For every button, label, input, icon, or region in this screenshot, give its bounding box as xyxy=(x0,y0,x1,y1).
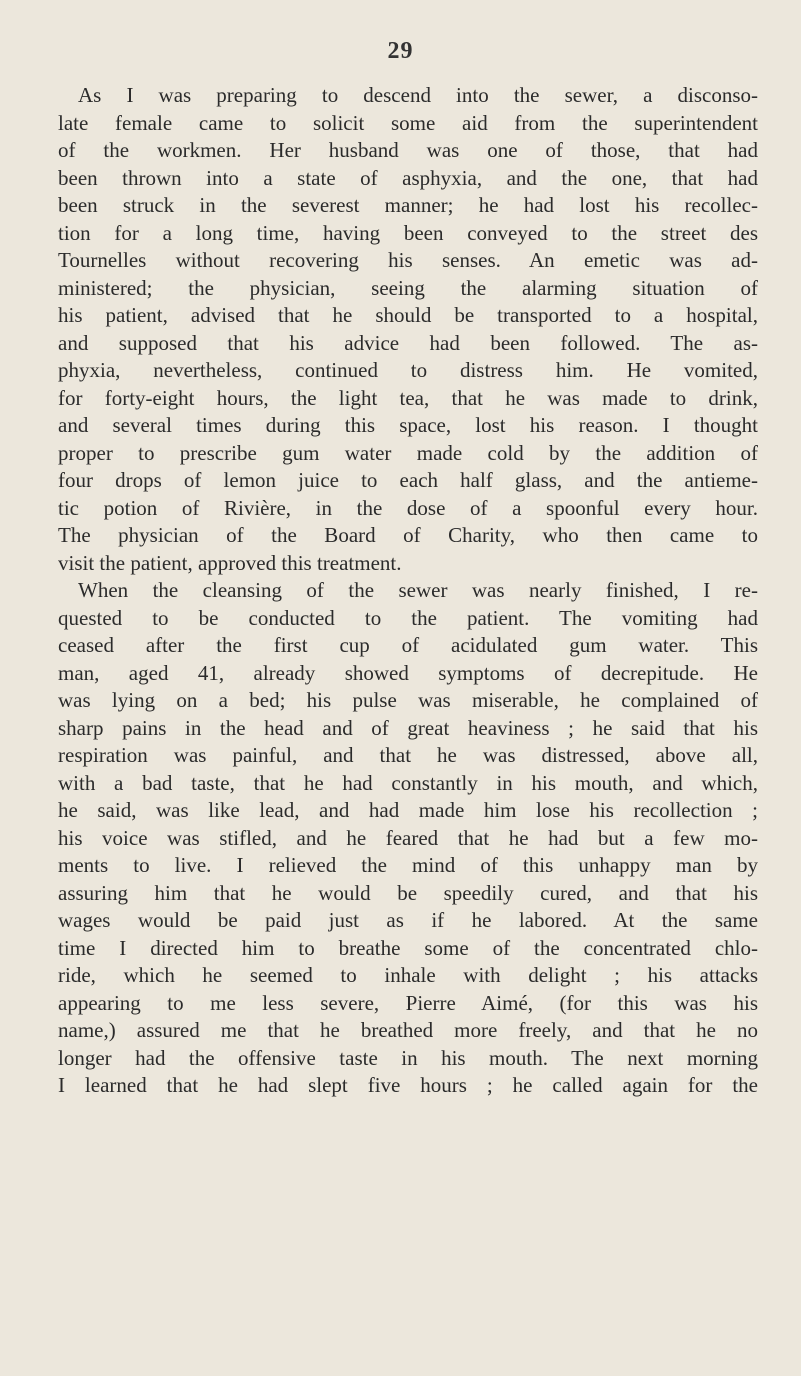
text-line: I learned that he had slept five hours ; he called again for the xyxy=(58,1073,758,1097)
text-line: for forty-eight hours, the light tea, that he was made to drink, xyxy=(58,385,758,410)
text-line: wages would be paid just as if he labored. At the same xyxy=(58,908,758,932)
text-line: visit the patient, approved this treatment. xyxy=(58,550,402,575)
text-line: As I was preparing to descend into the sewer, a disconso- xyxy=(78,83,758,107)
text-line: When the cleansing of the sewer was nearly finished, I re- xyxy=(78,578,758,602)
text-line: The physician of the Board of Charity, who then came to xyxy=(58,523,758,547)
text-line: phyxia, nevertheless, continued to distress him. He vomited, xyxy=(58,358,758,382)
text-line: name,) assured me that he breathed more freely, and that he no xyxy=(58,1018,758,1042)
body-text xyxy=(58,82,758,1100)
text-line: he said, was like lead, and had made him lose his recollection ; xyxy=(58,798,758,822)
text-line: proper to prescribe gum water made cold by the addition of xyxy=(58,440,758,465)
text-line: ceased after the first cup of acidulated gum water. This xyxy=(58,633,758,657)
text-line: ministered; the physician, seeing the alarming situation of xyxy=(58,275,758,300)
paragraph-1 xyxy=(58,82,758,577)
text-line: with a bad taste, that he had constantly in his mouth, and which, xyxy=(58,770,758,795)
text-line: respiration was painful, and that he was distressed, above all, xyxy=(58,743,758,767)
text-line: was lying on a bed; his pulse was miserable, he complained of xyxy=(58,688,758,712)
page-number: 29 xyxy=(387,38,414,64)
text-line: ride, which he seemed to inhale with delight ; his attacks xyxy=(58,963,758,987)
text-line: sharp pains in the head and of great heaviness ; he said that his xyxy=(58,715,758,740)
text-line: and several times during this space, lost his reason. I thought xyxy=(58,413,758,437)
text-line: his patient, advised that he should be transported to a hospital, xyxy=(58,303,758,327)
text-line: ments to live. I relieved the mind of this unhappy man by xyxy=(58,853,758,877)
text-line: late female came to solicit some aid from the superintendent xyxy=(58,110,758,135)
paragraph-2 xyxy=(58,577,758,1100)
text-line: Tournelles without recovering his senses. An emetic was ad- xyxy=(58,248,758,272)
text-line: assuring him that he would be speedily cured, and that his xyxy=(58,880,758,905)
text-line: tion for a long time, having been conveyed to the street des xyxy=(58,220,758,245)
text-line: man, aged 41, already showed symptoms of decrepitude. He xyxy=(58,660,758,685)
text-line: been thrown into a state of asphyxia, and the one, that had xyxy=(58,165,758,190)
text-line: his voice was stifled, and he feared that he had but a few mo- xyxy=(58,825,758,850)
text-line: quested to be conducted to the patient. The vomiting had xyxy=(58,605,758,630)
text-line: longer had the offensive taste in his mouth. The next morning xyxy=(58,1045,758,1070)
text-line: been struck in the severest manner; he had lost his recollec- xyxy=(58,193,758,217)
text-line: of the workmen. Her husband was one of those, that had xyxy=(58,138,758,162)
text-line: appearing to me less severe, Pierre Aimé, (for this was his xyxy=(58,990,758,1015)
text-line: tic potion of Rivière, in the dose of a spoonful every hour. xyxy=(58,495,758,520)
text-line: time I directed him to breathe some of the concentrated chlo- xyxy=(58,935,758,960)
text-line: and supposed that his advice had been followed. The as- xyxy=(58,330,758,355)
text-line: four drops of lemon juice to each half glass, and the antieme- xyxy=(58,468,758,492)
